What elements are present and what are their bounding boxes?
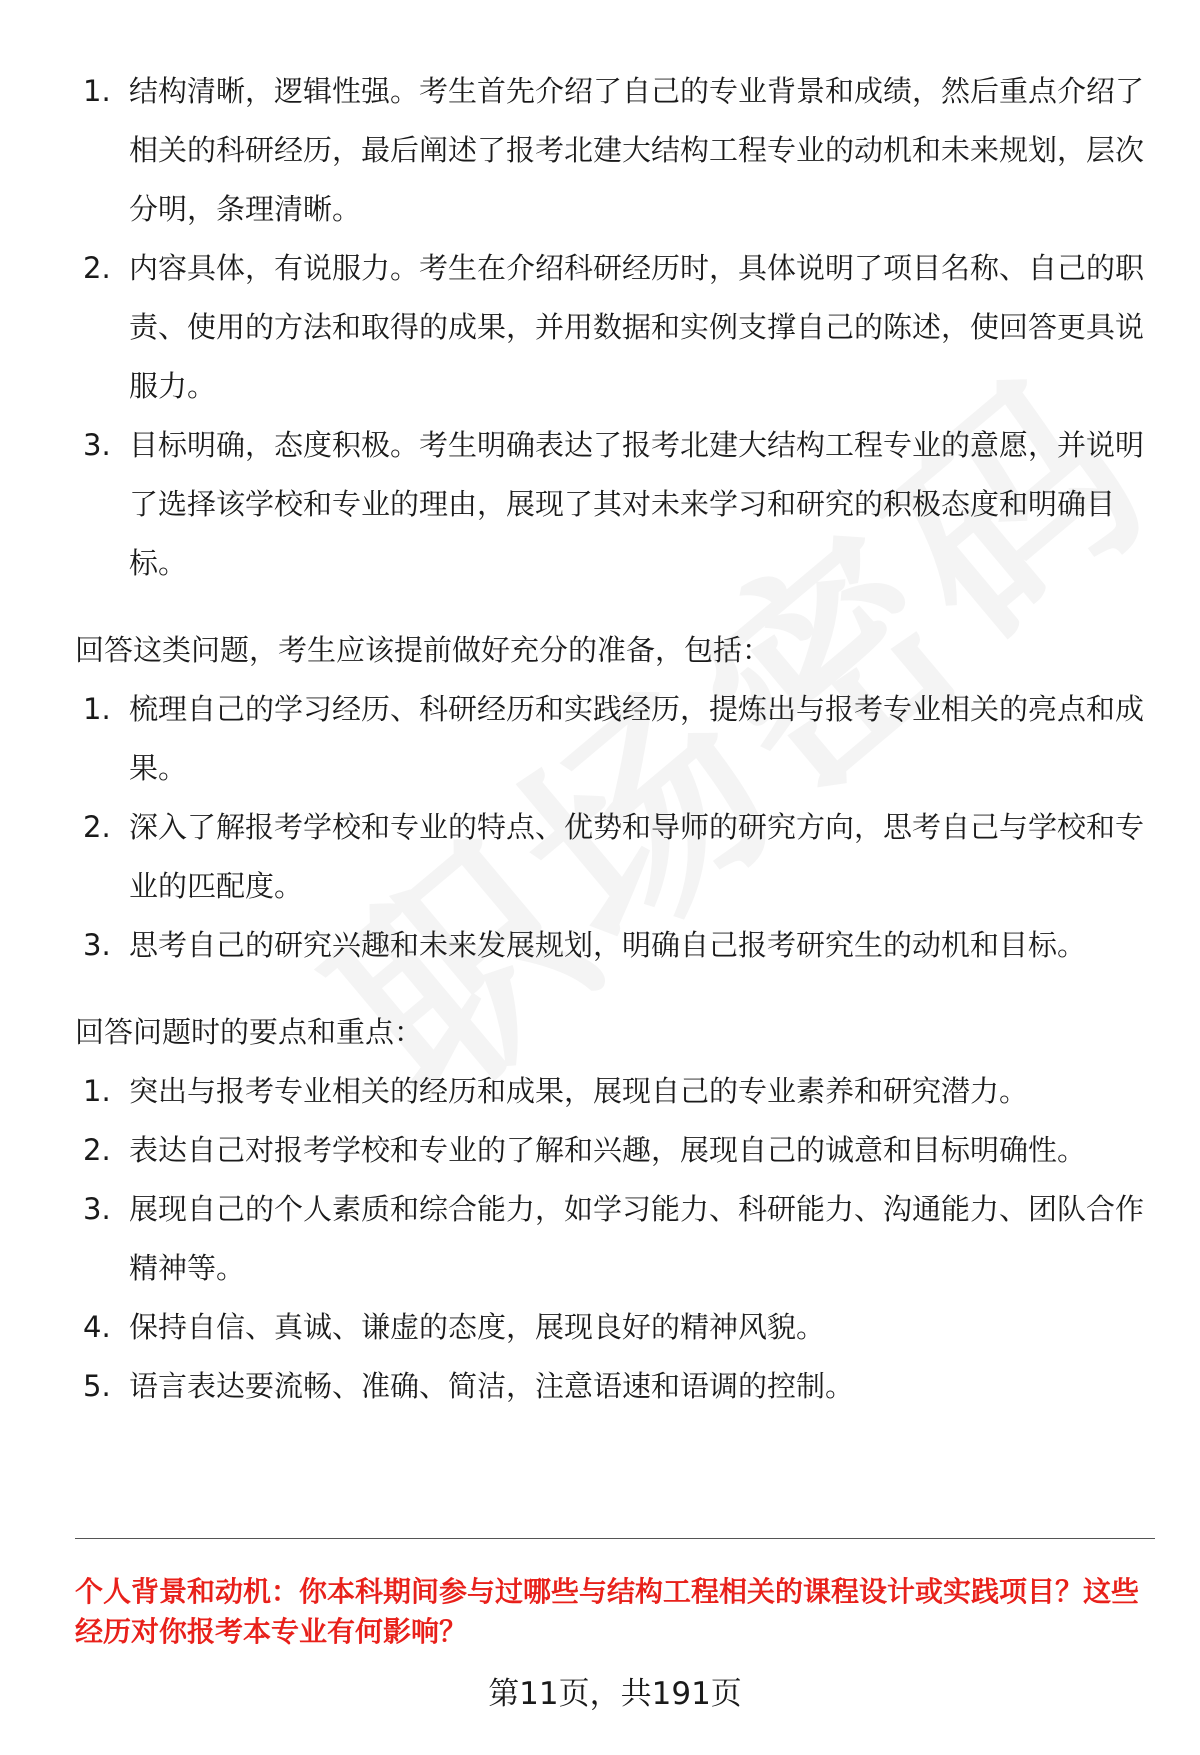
list-item xyxy=(75,798,1155,916)
page-number: 第11页，共191页 xyxy=(488,1676,742,1712)
key-points-intro: 回答问题时的要点和重点： xyxy=(75,1015,424,1049)
preparation-list xyxy=(75,680,1155,975)
list-text: 内容具体，有说服力。考生在介绍科研经历时，具体说明了项目名称、自己的职责、使用的方法和取得的成果，并用数据和实例支撑自己的陈述，使回答更具说服力。 xyxy=(129,251,1145,403)
list-text: 展现自己的个人素质和综合能力，如学习能力、科研能力、沟通能力、团队合作精神等。 xyxy=(129,1192,1145,1285)
interview-question: 个人背景和动机：你本科期间参与过哪些与结构工程相关的课程设计或实践项目？这些经历对你报考本专业有何影响？ xyxy=(75,1575,1140,1648)
key-points-list xyxy=(75,1062,1155,1416)
section-divider xyxy=(75,1538,1155,1539)
list-number: 3. xyxy=(83,928,111,962)
list-number: 3. xyxy=(83,1192,111,1226)
list-text: 梳理自己的学习经历、科研经历和实践经历，提炼出与报考专业相关的亮点和成果。 xyxy=(129,692,1145,785)
list-number: 1. xyxy=(83,1074,111,1108)
list-number: 2. xyxy=(83,1133,111,1167)
list-text: 思考自己的研究兴趣和未来发展规划，明确自己报考研究生的动机和目标。 xyxy=(129,928,1087,962)
list-item xyxy=(75,62,1155,239)
list-number: 1. xyxy=(83,74,111,108)
list-item xyxy=(75,916,1155,975)
list-number: 2. xyxy=(83,810,111,844)
list-item xyxy=(75,680,1155,798)
list-text: 深入了解报考学校和专业的特点、优势和导师的研究方向，思考自己与学校和专业的匹配度。 xyxy=(129,810,1145,903)
list-text: 结构清晰，逻辑性强。考生首先介绍了自己的专业背景和成绩，然后重点介绍了相关的科研经历，最后阐述了报考北建大结构工程专业的动机和未来规划，层次分明，条理清晰。 xyxy=(129,74,1145,226)
preparation-intro: 回答这类问题，考生应该提前做好充分的准备，包括： xyxy=(75,633,772,667)
list-number: 3. xyxy=(83,428,111,462)
list-text: 突出与报考专业相关的经历和成果，展现自己的专业素养和研究潜力。 xyxy=(129,1074,1029,1108)
list-item xyxy=(75,1062,1155,1121)
document-body xyxy=(75,62,1155,1416)
evaluation-list xyxy=(75,62,1155,593)
list-number: 1. xyxy=(83,692,111,726)
list-item xyxy=(75,1357,1155,1416)
list-item xyxy=(75,1121,1155,1180)
list-text: 保持自信、真诚、谦虚的态度，展现良好的精神风貌。 xyxy=(129,1310,826,1344)
list-number: 4. xyxy=(83,1310,111,1344)
list-number: 2. xyxy=(83,251,111,285)
list-text: 目标明确，态度积极。考生明确表达了报考北建大结构工程专业的意愿，并说明了选择该学校和专业的理由，展现了其对未来学习和研究的积极态度和明确目标。 xyxy=(129,428,1145,580)
list-text: 表达自己对报考学校和专业的了解和兴趣，展现自己的诚意和目标明确性。 xyxy=(129,1133,1087,1167)
list-text: 语言表达要流畅、准确、简洁，注意语速和语调的控制。 xyxy=(129,1369,855,1403)
list-item xyxy=(75,239,1155,416)
list-item xyxy=(75,1298,1155,1357)
list-item xyxy=(75,1180,1155,1298)
list-number: 5. xyxy=(83,1369,111,1403)
list-item xyxy=(75,416,1155,593)
